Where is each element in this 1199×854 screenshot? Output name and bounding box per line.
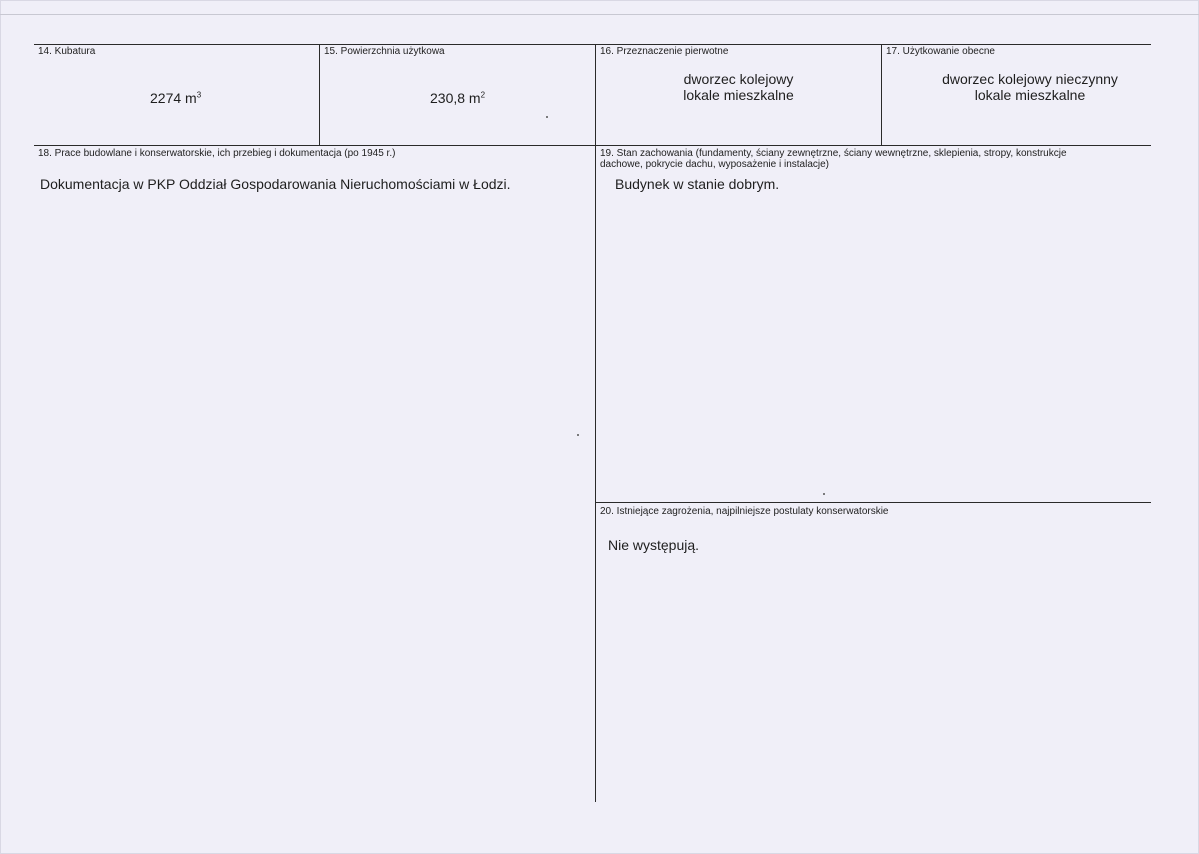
field16-line1: dworzec kolejowy (683, 71, 794, 87)
col-divider-1 (319, 44, 320, 145)
field19-label: 19. Stan zachowania (fundamenty, ściany zewnętrzne, ściany wewnętrzne, sklepienia, stropy, konstrukcje dachowe, pokrycie dachu, wyposażenie i instalacje) (600, 148, 1067, 170)
col-divider-2 (595, 44, 596, 802)
field15-unit-exponent: 2 (480, 90, 486, 100)
field15-label: 15. Powierzchnia użytkowa (324, 46, 445, 57)
field19-value: Budynek w stanie dobrym. (615, 176, 780, 192)
top-divider (0, 14, 1199, 15)
field14-value-text: 2274 m (150, 90, 197, 106)
scan-speck (823, 493, 825, 495)
field16-line2: lokale mieszkalne (683, 87, 794, 103)
field17-line1: dworzec kolejowy nieczynny (942, 71, 1118, 87)
field20-value: Nie występują. (608, 537, 700, 553)
scan-speck (546, 116, 548, 118)
field15-value-text: 230,8 m (430, 90, 481, 106)
field16-label: 16. Przeznaczenie pierwotne (600, 46, 729, 57)
field20-top-border (595, 502, 1151, 503)
scan-speck (577, 434, 579, 436)
field14-value (150, 90, 201, 106)
row1-bottom-border (34, 145, 1151, 146)
field14-unit-exponent: 3 (196, 90, 202, 100)
field18-label: 18. Prace budowlane i konserwatorskie, ich przebieg i dokumentacja (po 1945 r.) (38, 148, 396, 159)
row1-top-border (34, 44, 1151, 45)
field18-value: Dokumentacja w PKP Oddział Gospodarowania Nieruchomościami w Łodzi. (40, 176, 511, 192)
field20-label: 20. Istniejące zagrożenia, najpilniejsze postulaty konserwatorskie (600, 506, 889, 517)
field17-label: 17. Użytkowanie obecne (886, 46, 995, 57)
field15-value (430, 90, 485, 106)
field17-line2: lokale mieszkalne (974, 87, 1086, 103)
field14-label: 14. Kubatura (38, 46, 96, 57)
